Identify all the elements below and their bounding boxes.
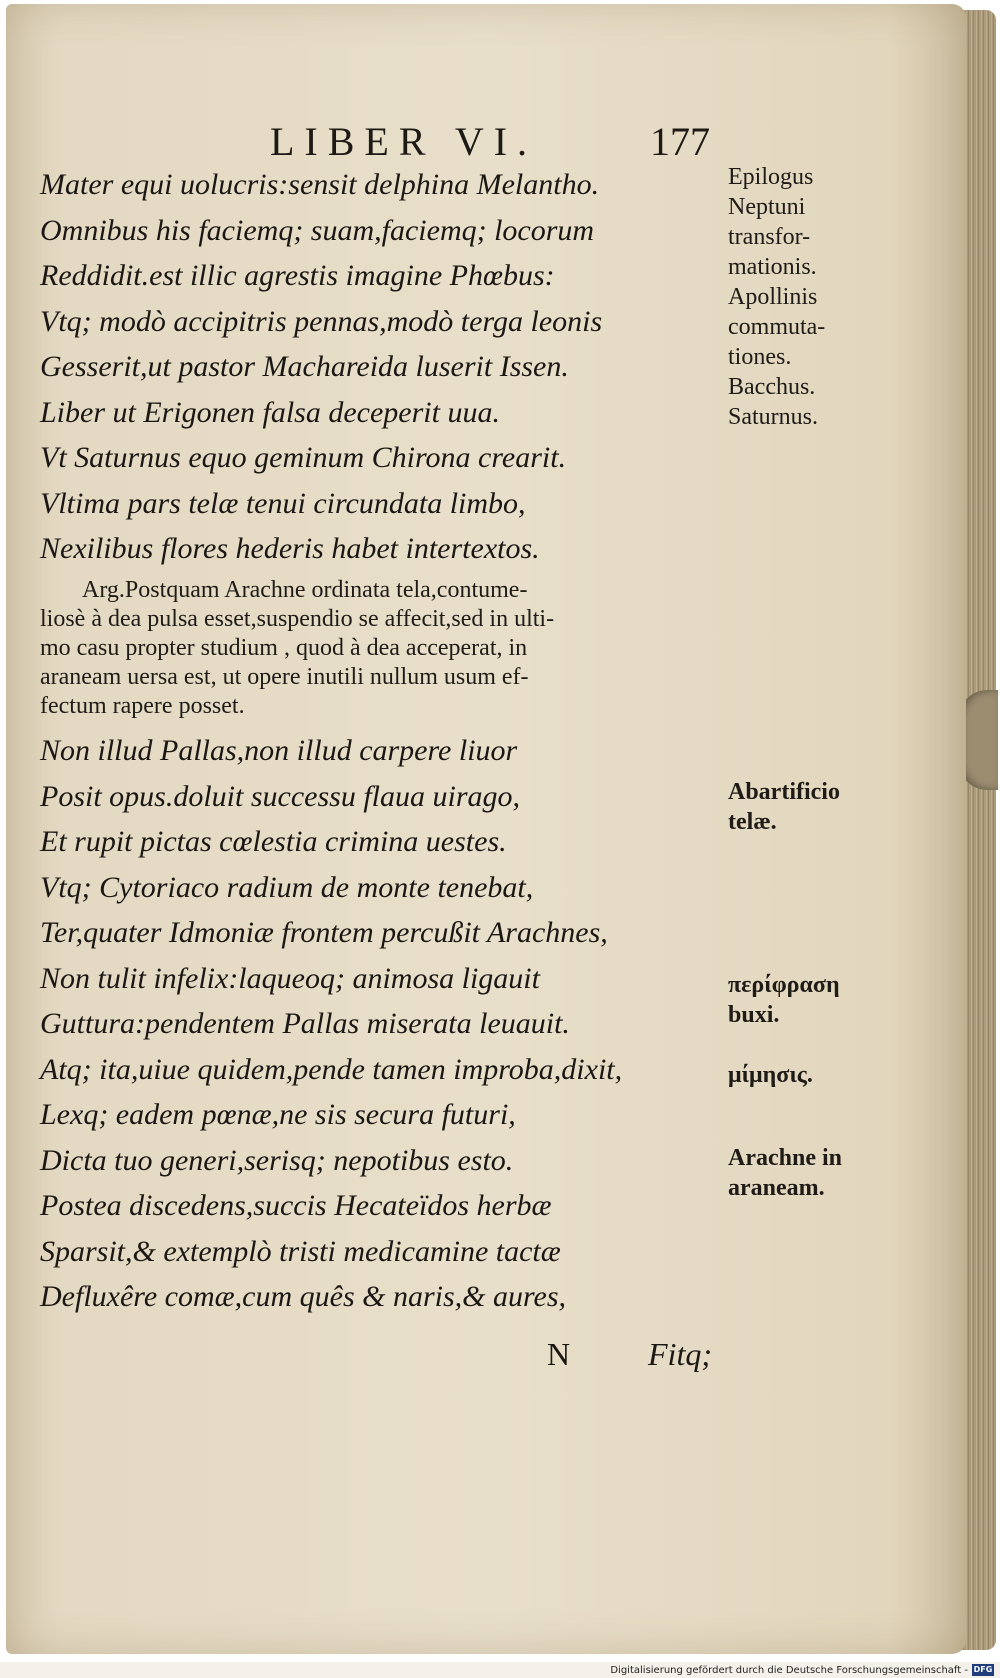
verse-line: Sparsit,& extemplò tristi medicamine tactæ (40, 1234, 561, 1268)
argument-paragraph (40, 576, 720, 721)
verse-line: Lexq; eadem pœnæ,ne sis secura futuri, (40, 1098, 516, 1131)
argument-line: liosè à dea pulsa esset,suspendio se affecit,sed in ulti- (40, 606, 555, 632)
page-header (270, 118, 710, 168)
footer-credit: Digitalisierung gefördert durch die Deutsche Forschungsgemeinschaft - (610, 1664, 968, 1676)
verse-line: Atq; ita,uiue quidem,pende tamen improba,dixit, (40, 1052, 623, 1086)
page-number: 177 (650, 119, 710, 164)
argument-line: Arg.Postquam Arachne ordinata tela,contume- (82, 577, 528, 603)
argument-line: araneam uersa est, ut opere inutili nullum usum ef- (40, 664, 529, 690)
verse-line: Defluxêre comæ,cum quês & naris,& aures, (40, 1280, 567, 1313)
verse-line: Liber ut Erigonen falsa deceperit uua. (40, 395, 500, 429)
margin-line: Abartificio (728, 779, 840, 805)
catchword: Fitq; (648, 1336, 712, 1372)
margin-line: araneam. (728, 1175, 825, 1201)
verse-line: Et rupit pictas cœlestia crimina uestes. (40, 825, 507, 858)
margin-line: Epilogus (728, 164, 814, 190)
margin-line: περίφραση (728, 972, 840, 998)
verse-line: Postea discedens,succis Hecateïdos herbæ (40, 1189, 552, 1222)
margin-line: tiones. (728, 344, 792, 370)
argument-line: mo casu propter studium , quod à dea acceperat, in (40, 635, 528, 661)
margin-line: Neptuni (728, 194, 806, 220)
verse-line: Non illud Pallas,non illud carpere liuor (40, 734, 518, 767)
margin-line: Saturnus. (728, 404, 818, 430)
margin-line: μίμησις. (728, 1062, 813, 1088)
margin-note-periphrasis (728, 970, 908, 1030)
verse-line: Vltima pars telæ tenui circundata limbo, (40, 486, 526, 520)
running-head: LIBER VI. (270, 119, 538, 164)
verse-line: Mater equi uolucris:sensit delphina Melantho. (40, 168, 600, 201)
verse-line: Reddidit.est illic agrestis imagine Phœbus: (40, 259, 555, 292)
margin-line: commuta- (728, 314, 826, 340)
verse-line: Omnibus his faciemq; suam,faciemq; locorum (40, 213, 595, 247)
signature-mark: N (547, 1336, 571, 1372)
margin-note-mimesis (728, 1060, 908, 1090)
margin-line: Apollinis (728, 284, 818, 310)
margin-line: mationis. (728, 254, 817, 280)
verse-line: Guttura:pendentem Pallas miserata leuauit. (40, 1007, 570, 1040)
margin-note-epilogus (728, 162, 908, 432)
digitization-footer (610, 1662, 994, 1678)
verse-block-1 (40, 162, 720, 572)
verse-line: Vtq; modò accipitris pennas,modò terga leonis (40, 304, 603, 338)
verse-block-2 (40, 728, 720, 1320)
argument-line: fectum rapere posset. (40, 693, 245, 719)
verse-line: Ter,quater Idmoniæ frontem percußit Arachnes, (40, 916, 608, 949)
verse-line: Dicta tuo generi,serisq; nepotibus esto. (40, 1143, 514, 1177)
verse-line: Gesserit,ut pastor Machareida luserit Issen. (40, 350, 569, 383)
margin-line: Bacchus. (728, 374, 816, 400)
verse-line: Non tulit infelix:laqueoq; animosa ligauit (40, 961, 540, 995)
margin-line: buxi. (728, 1002, 780, 1028)
verse-line: Vt Saturnus equo geminum Chirona crearit. (40, 441, 567, 474)
verse-line: Vtq; Cytoriaco radium de monte tenebat, (40, 870, 534, 904)
margin-line: Arachne in (728, 1145, 842, 1171)
dfg-logo: DFG (973, 1665, 993, 1674)
margin-line: transfor- (728, 224, 811, 250)
verse-line: Nexilibus flores hederis habet intertextos. (40, 532, 540, 565)
verse-line: Posit opus.doluit successu flaua uirago, (40, 779, 520, 813)
margin-note-artificio (728, 777, 908, 837)
margin-line: telæ. (728, 809, 777, 835)
margin-note-arachne (728, 1143, 908, 1203)
